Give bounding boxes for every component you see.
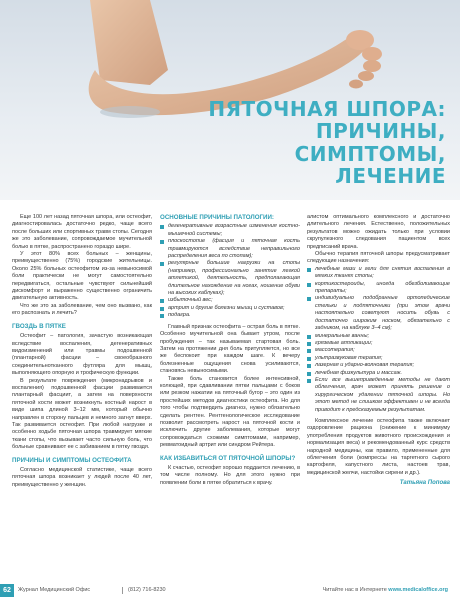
title-line: ПЯТОЧНАЯ ШПОРА: (208, 97, 446, 121)
page-number: 62 (0, 584, 14, 597)
list-item: дегенеративные возрастные изменения костно-мышечной системы; (160, 223, 300, 238)
causes-list (160, 223, 300, 319)
author-byline: Татьяна Попова (399, 480, 450, 487)
list-item: кортикостероиды, иногда обезболивающие препараты; (307, 281, 450, 296)
list-item: избыточный вес; (160, 297, 300, 304)
list-item: массотерапия; (307, 347, 450, 354)
list-item: плоскостопие (фасция и пяточная кость травмируются вследствие неправильного распределения веса по стопам); (160, 238, 300, 260)
paragraph: алистом оптимального комплексного и достаточно длительного лечения. Естественно, положительных результатов можно ожидать только при условии скрупулезного следования пациентом всех предписаний врача. (307, 214, 450, 250)
list-item: артрит и другие болезни мышц и суставов; (160, 305, 300, 312)
column-3 (307, 214, 450, 488)
journal-name: Журнал Медицинский Офис (18, 587, 91, 593)
list-item: грязевые аппликации; (307, 340, 450, 347)
paragraph: Обычно терапия пяточной шпоры предусматривает следующие назначения: (307, 251, 450, 265)
list-item: Если все вышеприведенные методы не дают облегчения, врач может принять решение о хирургическом удалении пяточной шпоры. Но этот метод не слишком эффективен и не всегда приводит к предсказуемым результатам. (307, 377, 450, 414)
footer-divider (122, 587, 123, 594)
paragraph: В результате повреждения (микронадрывов и воспаления) подошвенной фасции развивается плантарный фасциит, а затем на поверхности пяточной кости может возникнуть костный нарост в виде шипа длиной 3–12 мм, который обычно направлен в сторону пальцев и немного загнут вверх. Так развивается остеофит. При любой нагрузке и особенно ходьбе пяточная шпора травмирует мягкие ткани стопы, что вызывает часто сильную боль, что больные сравнивают ее с забиванием в пятку гвоздя. (12, 377, 152, 451)
paragraph: У этот 80% всех больных – женщины, преимущественно (75%) городские жительницы. Около 25% больных остеофитом из-за невыносимой боли практически не могут самостоятельно передвигаться, остальные чувствуют сильнейший дискомфорт и выраженно существенно ограничить двигательную активность. (12, 251, 152, 302)
list-item: лазерная и ударно-волновая терапия; (307, 362, 450, 369)
paragraph: Согласно медицинской статистике, чаще всего пяточная шпора возникает у людей после 40 лет, преимущественно у женщин. (12, 467, 152, 488)
column-1 (12, 214, 152, 489)
paragraph: Главный признак остеофита – острая боль в пятке. Особенно мучительной она бывает утром, после пробуждения – так называемая стартовая боль. Затем на протяжении дня боль притупляется, но все же беспокоит при каждом шаге. К вечеру болезненные ощущения снова усиливаются, становясь невыносимыми. (160, 323, 300, 375)
paragraph: Остеофит – патология, зачастую возникающая вследствие воспаления, дегенеративных видоизменений или травмы подошвенной (плантарной) фасции – своеобразного соединительнотканного футляра для мышц, выполняющего опорную и трофическую функции. (12, 333, 152, 377)
list-item: индивидуально подобранные ортопедические стельки и подпяточники (при этом врачи настоятельно советуют носить обувь с достаточно широким носком, обязательно с задником, на каблуке 3–4 см); (307, 295, 450, 332)
journal-phone: (812) 716-8230 (128, 587, 166, 593)
section-heading: ПРИЧИНЫ И СИМПТОМЫ ОСТЕОФИТА (12, 456, 132, 464)
paragraph: Что же это за заболевание, чем оно вызвано, как его распознать и лечить? (12, 302, 152, 317)
section-heading: КАК ИЗБАВИТЬСЯ ОТ ПЯТОЧНОЙ ШПОРЫ? (160, 454, 296, 462)
section-heading: ГВОЗДЬ В ПЯТКЕ (12, 322, 66, 330)
article-title (196, 98, 446, 188)
list-item: подагра. (160, 312, 300, 319)
title-line: СИМПТОМЫ, ЛЕЧЕНИЕ (294, 141, 446, 189)
paragraph: Также боль становится более интенсивной, колющей, при сдавливании пятки пальцами с боков или резком нажатии на пяточный бугор – это один из простейших методов диагностики остеофита. Но для того чтобы подтвердить диагноз, нужно обязательно сделать рентген. Рентгенологическое исследование позволит рассмотреть нарост на пяточной кости и исключить другие заболевания, которые могут сопровождаться схожими симптомами, например, ревматоидный артрит или синдром Рейтера. (160, 375, 300, 449)
list-item: регулярные большие нагрузки на стопы (например, профессионально занятие легкой атлетикой, деятельность, предполагающая длительное нахождение на ногах, ношение обуви на высоких каблуках); (160, 260, 300, 297)
paragraph: К счастью, остеофит хорошо поддается лечению, в том числе полному. Но для этого нужно при появлении боли в пятке обратиться к врачу. (160, 465, 300, 486)
page-footer (0, 584, 460, 597)
website-prefix: Читайте нас в Интернете (322, 587, 387, 593)
paragraph: Еще 100 лет назад пяточная шпора, или остеофит, диагностировалась достаточно редко, чаще всего после больших или спортивных травм стопы. Сегодня же это заболевание, сопровождаемое мучительной болью в пятке, распространено гораздо шире. (12, 214, 152, 250)
causes-heading: ОСНОВНЫЕ ПРИЧИНЫ ПАТОЛОГИИ: (160, 214, 274, 221)
list-item: ультразвуковая терапия; (307, 355, 450, 362)
website-link[interactable]: www.medicaloffice.org (388, 587, 448, 593)
list-item: лечебные мази и гели для снятия воспаления в мягких тканях стопы; (307, 266, 450, 281)
treatment-list (307, 266, 450, 414)
list-item: лечебная физкультура и массаж. (307, 370, 450, 377)
list-item: минеральные ванны; (307, 333, 450, 340)
paragraph: Комплексное лечение остеофита также включает оздоровление рациона (снижение к минимуму употребления продуктов животного происхождения и нормализация веса) и рекомендованный курс средств народной медицины, как правило, примененные для облегчения боли (компрессы на таргетного сырого картофеля, капустного листа, настоев трав, медицинской желчи, настойки сирени и др.). (307, 417, 450, 476)
column-2 (160, 214, 300, 487)
website-note (323, 587, 448, 593)
title-line: ПРИЧИНЫ, (315, 119, 446, 144)
